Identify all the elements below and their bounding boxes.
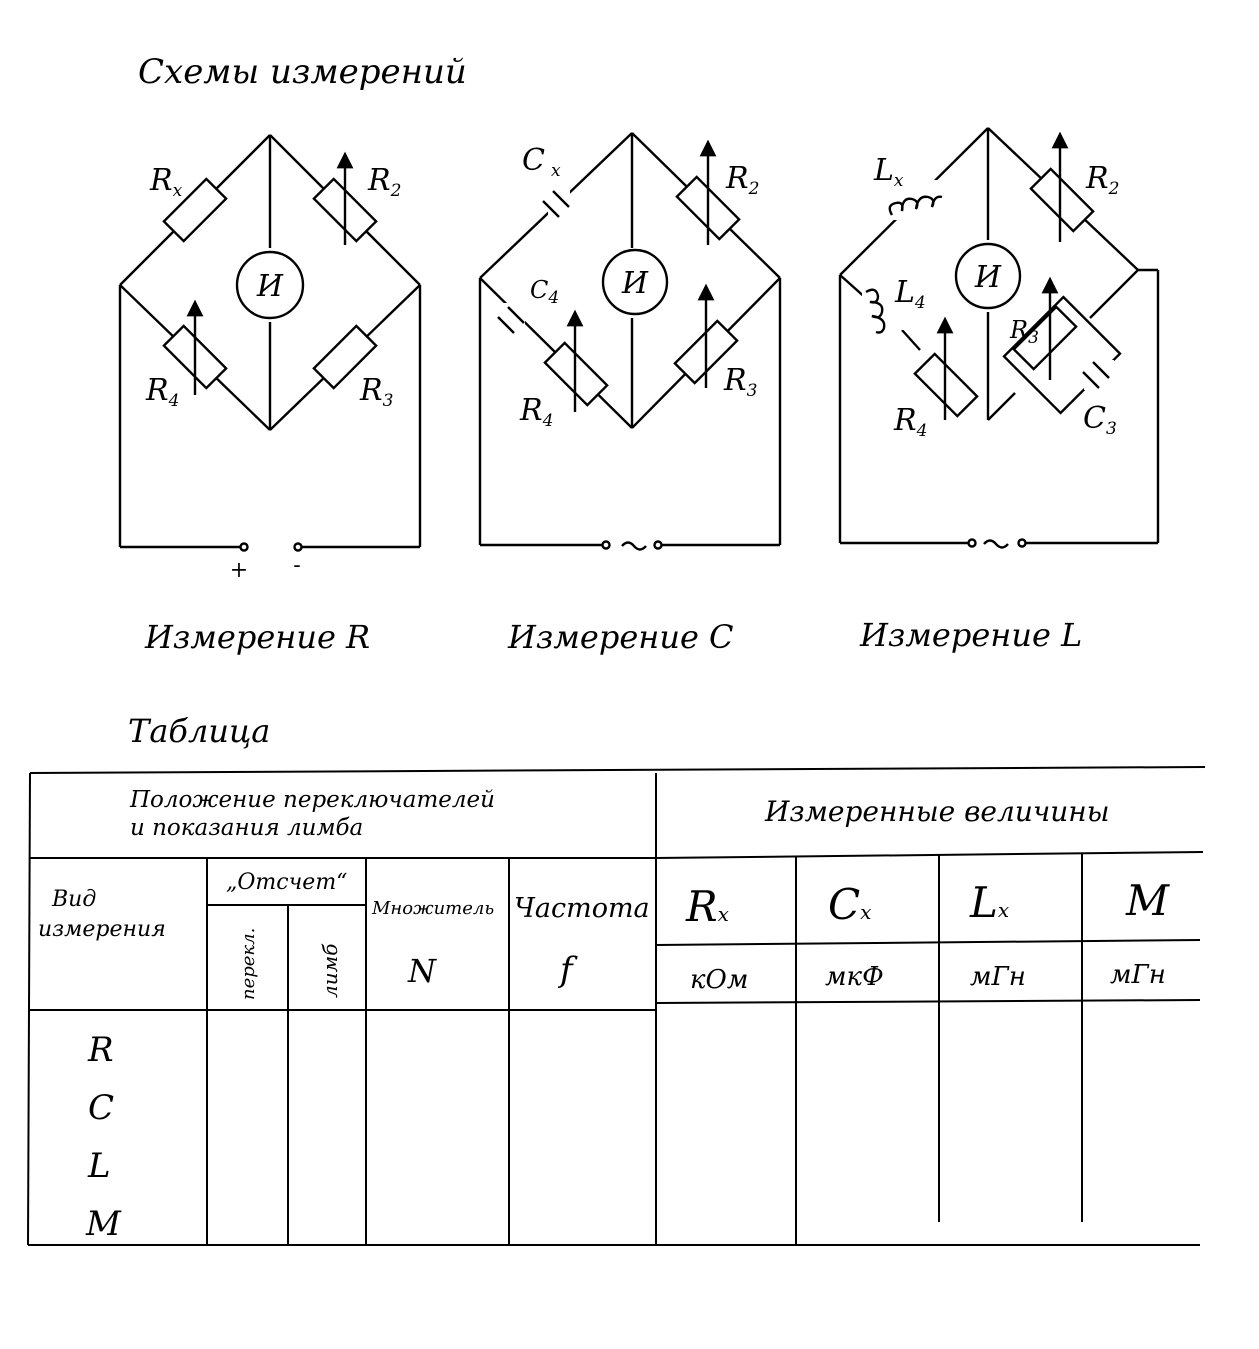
header-switch: перекл. [238, 927, 259, 1000]
header-reading: „Отсчет“ [226, 870, 348, 895]
header-group-measured: Измеренные величины [765, 795, 1110, 828]
unit-m: мГн [1110, 960, 1166, 990]
quantity-lx: Lx [970, 878, 1010, 927]
meter-label-2: И [621, 266, 649, 301]
header-dial: лимб [318, 943, 342, 998]
header-group-positions: Положение переключателей и показания лимба [130, 787, 495, 841]
caption-c: Измерение C [508, 618, 734, 656]
header-frequency: Частота [514, 893, 650, 924]
row-label-r: R [88, 1030, 114, 1070]
source-plus: + [229, 558, 249, 583]
resistor-r2-3 [1031, 169, 1093, 231]
label-rx-1: $R_x$ [150, 163, 183, 201]
label-r3-1: $R_3$ [360, 373, 394, 411]
quantity-rx: Rx [686, 882, 729, 931]
caption-l: Измерение L [860, 616, 1083, 654]
label-r2-1: $R_2$ [368, 163, 402, 201]
label-r4-1: $R_4$ [146, 373, 180, 411]
quantity-cx: Cx [828, 880, 872, 929]
label-r3-3: $R_3$ [1010, 316, 1039, 348]
label-r2-3: $R_2$ [1086, 161, 1120, 199]
quantity-m: M [1126, 876, 1170, 925]
unit-lx: мГн [970, 962, 1026, 992]
label-r2-2: $R_2$ [726, 161, 760, 199]
label-c4-2: $C_4$ [530, 276, 560, 308]
row-label-m: M [86, 1204, 121, 1244]
meter-label-1: И [256, 269, 284, 304]
label-l4-3: $L_4$ [895, 275, 926, 313]
header-frequency-sym: f [560, 950, 573, 990]
caption-r: Измерение R [145, 618, 371, 656]
label-lx-3: $L_x$ [874, 153, 904, 191]
unit-rx: кОм [690, 965, 749, 995]
label-r3-2: $R_3$ [724, 363, 758, 401]
label-c3-3: $C_3$ [1083, 401, 1117, 439]
header-multiplier: Множитель [372, 898, 495, 919]
label-r4-2: $R_4$ [520, 393, 554, 431]
source-minus: - [293, 553, 301, 578]
header-multiplier-sym: N [408, 952, 436, 990]
label-r4-3: $R_4$ [894, 403, 928, 441]
header-kind: Вид измерения [38, 887, 166, 942]
page-title: Схемы измерений [138, 52, 467, 92]
label-cx-2: C $_x$ [522, 143, 561, 181]
row-label-l: L [88, 1146, 111, 1186]
row-label-c: C [88, 1088, 115, 1128]
table-title: Таблица [128, 712, 271, 750]
meter-label-3: И [974, 260, 1002, 295]
unit-cx: мкФ [825, 962, 884, 992]
